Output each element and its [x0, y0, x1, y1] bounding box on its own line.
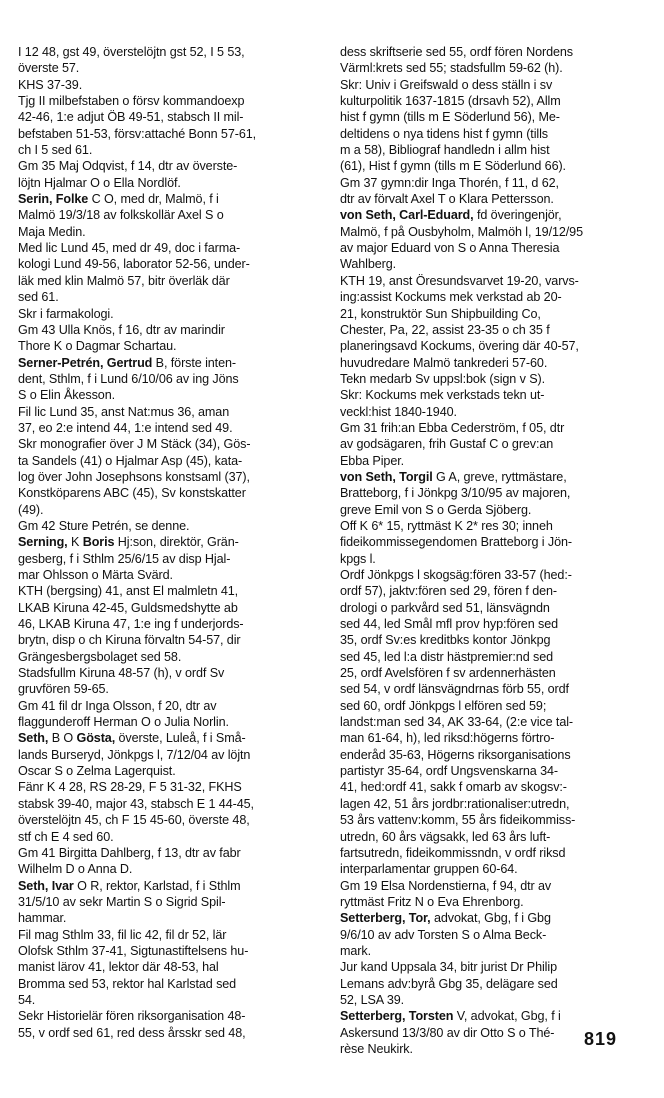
entry-name: Gösta,: [76, 731, 116, 746]
text-line: [18, 730, 320, 746]
entry-text: Fänr K 4 28, RS 28-29, F 5 31-32, FKHS: [18, 780, 242, 795]
text-line: [340, 763, 640, 779]
entry-text: interparlamentar gruppen 60-64.: [340, 862, 518, 877]
entry-name: von Seth, Carl-Eduard,: [340, 208, 474, 223]
text-line: [340, 894, 640, 910]
entry-text: Off K 6* 15, ryttmäst K 2* res 30; inneh: [340, 518, 553, 533]
entry-text: 9/6/10 av adv Torsten S o Alma Beck-: [340, 927, 547, 942]
text-line: [340, 224, 640, 240]
text-line: [340, 878, 640, 894]
text-line: [18, 763, 320, 779]
entry-text: överste, Luleå, f i Små-: [115, 731, 246, 746]
text-line: [18, 338, 320, 354]
entry-text: KHS 37-39.: [18, 77, 83, 92]
text-line: [340, 126, 640, 142]
entry-text: huvudredare Malmö tankrederi 57-60.: [340, 355, 548, 370]
entry-text: (49).: [18, 502, 44, 517]
entry-text: Gm 42 Sture Petrén, se denne.: [18, 518, 190, 533]
entry-text: dess skriftserie sed 55, ordf fören Nordens: [340, 45, 573, 59]
text-line: [340, 730, 640, 746]
entry-text: 52, LSA 39.: [340, 992, 405, 1007]
entry-text: Bratteborg, f i Jönkpg 3/10/95 av majoren,: [340, 486, 571, 501]
text-line: [340, 420, 640, 436]
entry-text: ordf 57), jaktv:fören sed 29, fören f den-: [340, 584, 558, 599]
text-line: [18, 943, 320, 959]
entry-text: Konstköparens ABC (45), Sv konstskatter: [18, 486, 246, 501]
entry-text: ta Sandels (41) o Hjalmar Asp (45), kata-: [18, 453, 243, 468]
text-line: [18, 861, 320, 877]
text-line: [18, 44, 320, 60]
entry-text: Gm 41 fil dr Inga Olsson, f 20, dtr av: [18, 698, 217, 713]
text-line: [18, 567, 320, 583]
entry-text: Gm 19 Elsa Nordenstierna, f 94, dtr av: [340, 878, 552, 893]
entry-text: kologi Lund 49-56, laborator 52-56, under-: [18, 257, 250, 272]
text-line: [18, 175, 320, 191]
entry-text: sed 54, v ordf länsvägndrnas förb 55, ordf: [340, 682, 569, 697]
text-line: [18, 256, 320, 272]
entry-text: mar Ohlsson o Märta Svärd.: [18, 568, 173, 582]
text-line: [340, 976, 640, 992]
text-line: [340, 502, 640, 518]
entry-text: hammar.: [18, 911, 67, 926]
entry-text: Gm 43 Ulla Knös, f 16, dtr av marindir: [18, 322, 225, 337]
text-line: [340, 681, 640, 697]
entry-text: fideikommissegendomen Bratteborg i Jön-: [340, 535, 572, 550]
entry-text: kulturpolitik 1637-1815 (drsavh 52), Allm: [340, 94, 561, 109]
entry-text: Malmö, f på Ousbyholm, Malmöh l, 19/12/95: [340, 224, 583, 239]
text-line: [18, 502, 320, 518]
entry-text: enderåd 35-63, Högerns riksorganisations: [340, 747, 571, 762]
entry-text: sed 45, led l:a distr hästpremier:nd sed: [340, 649, 554, 664]
entry-text: dtr av förvalt Axel T o Klara Pettersson.: [340, 192, 554, 207]
text-line: [340, 256, 640, 272]
entry-text: lands Burseryd, Jönkpgs l, 7/12/04 av löjtn: [18, 747, 251, 762]
text-line: [340, 665, 640, 681]
text-line: [18, 289, 320, 305]
text-line: [18, 649, 320, 665]
text-line: [340, 207, 640, 223]
text-line: [18, 469, 320, 485]
entry-name: Setterberg, Tor,: [340, 911, 431, 926]
entry-text: S o Elin Åkesson.: [18, 388, 116, 403]
text-line: [340, 404, 640, 420]
text-line: [340, 779, 640, 795]
text-line: [18, 60, 320, 76]
text-line: [18, 992, 320, 1008]
entry-text: Hj:son, direktör, Grän-: [114, 535, 239, 550]
entry-text: Jur kand Uppsala 34, bitr jurist Dr Philip: [340, 960, 557, 975]
entry-text: veckl:hist 1840-1940.: [340, 404, 457, 419]
entry-name: Serner-Petrén, Gertrud: [18, 355, 153, 370]
text-line: [340, 927, 640, 943]
text-line: [340, 910, 640, 926]
entry-text: sed 44, led Smål mfl prov hyp:fören sed: [340, 617, 559, 632]
text-line: [340, 632, 640, 648]
entry-text: landst:man sed 34, AK 33-64, (2:e vice tal-: [340, 715, 574, 730]
text-line: [18, 829, 320, 845]
entry-text: 35, ordf Sv:es kreditbks kontor Jönkpg: [340, 633, 551, 648]
entry-text: flaggunderoff Herman O o Julia Norlin.: [18, 715, 229, 730]
entry-text: befstaben 51-53, försv:attaché Bonn 57-61,: [18, 126, 257, 141]
entry-text: fartsutredn, fideikommissndn, v ordf riksd: [340, 845, 566, 860]
entry-text: mark.: [340, 943, 371, 958]
entry-text: fd överingenjör,: [473, 208, 562, 223]
entry-text: sed 61.: [18, 290, 59, 305]
text-line: [18, 976, 320, 992]
text-line: [18, 796, 320, 812]
text-line: [340, 485, 640, 501]
text-line: [340, 796, 640, 812]
entry-text: Tjg II milbefstaben o försv kommandoexp: [18, 94, 245, 109]
entry-text: I 12 48, gst 49, överstelöjtn gst 52, I 5 53,: [18, 45, 245, 59]
text-line: [18, 191, 320, 207]
entry-text: Chester, Pa, 22, assist 23-35 o ch 35 f: [340, 322, 550, 337]
entry-text: hist f gymn (tills m E Söderlund 56), Me-: [340, 110, 560, 125]
text-line: [18, 371, 320, 387]
entry-text: 31/5/10 av sekr Martin S o Sigrid Spil-: [18, 894, 226, 909]
entry-text: Wilhelm D o Anna D.: [18, 862, 133, 877]
entry-text: B O: [48, 731, 77, 746]
text-line: [18, 812, 320, 828]
text-line: [340, 387, 640, 403]
text-line: [18, 959, 320, 975]
text-line: [18, 420, 320, 436]
entry-text: Lemans adv:byrå Gbg 35, delägare sed: [340, 976, 558, 991]
text-line: [18, 158, 320, 174]
text-line: [340, 322, 640, 338]
text-line: [18, 534, 320, 550]
entry-text: Grängesbergsbolaget sed 58.: [18, 649, 182, 664]
entry-text: ch I 5 sed 61.: [18, 143, 93, 158]
entry-text: Skr monografier över J M Stäck (34), Gös-: [18, 437, 251, 452]
entry-text: Sekr Historielär fören riksorganisation 48-: [18, 1009, 246, 1024]
entry-text: gesberg, f i Sthlm 25/6/15 av disp Hjal-: [18, 551, 231, 566]
text-line: [18, 1025, 320, 1041]
text-line: [340, 812, 640, 828]
entry-text: G A, greve, ryttmästare,: [432, 469, 567, 484]
text-line: [340, 109, 640, 125]
text-line: [340, 371, 640, 387]
text-line: [18, 518, 320, 534]
entry-name: Seth, Ivar: [18, 878, 74, 893]
entry-text: Askersund 13/3/80 av dir Otto S o Thé-: [340, 1025, 555, 1040]
text-line: [340, 289, 640, 305]
text-line: [340, 60, 640, 76]
text-line: [18, 551, 320, 567]
entry-text: Tekn medarb Sv uppsl:bok (sign v S).: [340, 371, 545, 386]
entry-text: Wahlberg.: [340, 257, 397, 272]
entry-text: sed 60, ordf Jönkpgs l elfören sed 59;: [340, 698, 547, 713]
text-line: [18, 616, 320, 632]
text-line: [18, 109, 320, 125]
entry-text: Ordf Jönkpgs l skogsäg:fören 33-57 (hed:-: [340, 568, 572, 582]
entry-text: Gm 35 Maj Odqvist, f 14, dtr av överste-: [18, 159, 238, 174]
entry-text: manist lärov 41, lektor där 48-53, hal: [18, 960, 219, 975]
entry-text: kpgs l.: [340, 551, 376, 566]
entry-text: Olofsk Sthlm 37-41, Sigtunastiftelsens hu-: [18, 943, 249, 958]
entry-text: Stadsfullm Kiruna 48-57 (h), v ordf Sv: [18, 666, 225, 681]
entry-text: 21, konstruktör Sun Shipbuilding Co,: [340, 306, 541, 321]
text-line: [18, 273, 320, 289]
text-line: [18, 894, 320, 910]
text-line: [18, 240, 320, 256]
text-line: [340, 600, 640, 616]
text-line: [18, 632, 320, 648]
text-line: [340, 93, 640, 109]
entry-text: partistyr 35-64, ordf Ungsvenskarna 34-: [340, 764, 558, 779]
entry-text: överste 57.: [18, 61, 80, 76]
text-line: [18, 224, 320, 240]
text-line: [340, 191, 640, 207]
entry-text: dent, Sthlm, f i Lund 6/10/06 av ing Jöns: [18, 371, 239, 386]
text-line: [18, 485, 320, 501]
text-line: [340, 992, 640, 1008]
text-line: [18, 927, 320, 943]
entry-text: 46, LKAB Kiruna 47, 1:e ing f underjords-: [18, 617, 244, 632]
entry-text: K: [67, 535, 83, 550]
entry-name: Serin, Folke: [18, 192, 89, 207]
text-line: [18, 77, 320, 93]
entry-text: Med lic Lund 45, med dr 49, doc i farma-: [18, 241, 241, 256]
entry-text: Gm 31 frih:an Ebba Cederström, f 05, dtr: [340, 420, 565, 435]
entry-text: greve Emil von S o Gerda Sjöberg.: [340, 502, 532, 517]
entry-text: Oscar S o Zelma Lagerquist.: [18, 764, 176, 779]
entry-text: 54.: [18, 992, 36, 1007]
text-line: [340, 142, 640, 158]
text-line: [340, 616, 640, 632]
text-line: [18, 583, 320, 599]
entry-text: överstelöjtn 45, ch F 15 45-60, överste 48,: [18, 813, 250, 828]
entry-text: Skr: Univ i Greifswald o dess ställn i sv: [340, 77, 553, 92]
text-line: [18, 1008, 320, 1024]
entry-text: Thore K o Dagmar Schartau.: [18, 339, 177, 354]
text-line: [18, 93, 320, 109]
right-text-column: [340, 44, 640, 1057]
entry-text: (61), Hist f gymn (tills m E Söderlund 66).: [340, 159, 566, 174]
entry-text: brytn, disp o ch Kiruna förvaltn 54-57, dir: [18, 633, 241, 648]
entry-text: Maja Medin.: [18, 224, 86, 239]
text-line: [18, 747, 320, 763]
entry-text: utredn, 60 års vägsakk, led 63 års luft-: [340, 829, 551, 844]
entry-text: Ebba Piper.: [340, 453, 405, 468]
entry-text: Skr: Kockums mek verkstads tekn ut-: [340, 388, 545, 403]
text-line: [18, 600, 320, 616]
entry-name: Seth,: [18, 731, 49, 746]
entry-text: läk med klin Malmö 57, bitr överläk där: [18, 273, 230, 288]
entry-text: 37, eo 2:e intend 44, 1:e intend sed 49.: [18, 420, 233, 435]
entry-text: Fil mag Sthlm 33, fil lic 42, fil dr 52, lär: [18, 927, 227, 942]
text-line: [340, 861, 640, 877]
entry-text: löjtn Hjalmar O o Ella Nordlöf.: [18, 175, 181, 190]
text-line: [18, 126, 320, 142]
entry-text: man 61-64, h), led riksd:högerns förtro-: [340, 731, 555, 746]
text-line: [340, 338, 640, 354]
entry-text: C O, med dr, Malmö, f i: [88, 192, 219, 207]
entry-text: Malmö 19/3/18 av folkskollär Axel S o: [18, 208, 224, 223]
entry-text: Värml:krets sed 55; stadsfullm 59-62 (h).: [340, 61, 563, 76]
text-line: [340, 714, 640, 730]
entry-name: Setterberg, Torsten: [340, 1009, 454, 1024]
entry-text: 53 års vattenv:komm, 55 års fideikommiss-: [340, 813, 576, 828]
text-line: [18, 910, 320, 926]
text-line: [340, 355, 640, 371]
text-line: [18, 355, 320, 371]
entry-text: ryttmäst Fritz N o Eva Ehrenborg.: [340, 894, 524, 909]
entry-text: rèse Neukirk.: [340, 1041, 413, 1056]
text-line: [340, 453, 640, 469]
entry-text: V, advokat, Gbg, f i: [453, 1009, 561, 1024]
text-line: [340, 158, 640, 174]
entry-text: advokat, Gbg, f i Gbg: [430, 911, 551, 926]
text-line: [18, 404, 320, 420]
entry-text: 42-46, 1:e adjut ÖB 49-51, stabsch II mil-: [18, 110, 244, 125]
text-line: [18, 387, 320, 403]
text-line: [18, 142, 320, 158]
text-line: [340, 1008, 640, 1024]
text-line: [340, 649, 640, 665]
text-line: [18, 779, 320, 795]
text-line: [340, 747, 640, 763]
entry-text: lagen 42, 51 års jordbr:rationaliser:utredn,: [340, 796, 570, 811]
entry-text: B, förste inten-: [152, 355, 236, 370]
text-line: [18, 207, 320, 223]
entry-text: LKAB Kiruna 42-45, Guldsmedshytte ab: [18, 600, 238, 615]
entry-text: drologi o parkvård sed 51, länsvägndn: [340, 600, 550, 615]
text-line: [340, 175, 640, 191]
entry-name: Boris: [82, 535, 115, 550]
entry-text: planeringsavd Kockums, övering där 40-57,: [340, 339, 579, 354]
text-line: [340, 845, 640, 861]
text-line: [18, 322, 320, 338]
entry-text: av godsägaren, frih Gustaf C o grev:an: [340, 437, 554, 452]
entry-text: Skr i farmakologi.: [18, 306, 114, 321]
text-line: [18, 845, 320, 861]
entry-name: Serning,: [18, 535, 68, 550]
text-line: [18, 665, 320, 681]
entry-text: av major Eduard von S o Anna Theresia: [340, 241, 560, 256]
text-line: [340, 44, 640, 60]
entry-text: deltidens o nya tidens hist f gymn (tills: [340, 126, 548, 141]
entry-text: KTH 19, anst Öresundsvarvet 19-20, varvs-: [340, 273, 579, 288]
text-line: [340, 551, 640, 567]
text-line: [340, 469, 640, 485]
text-line: [340, 240, 640, 256]
text-line: [340, 518, 640, 534]
text-line: [18, 878, 320, 894]
entry-text: O R, rektor, Karlstad, f i Sthlm: [73, 878, 241, 893]
entry-text: gruvfören 59-65.: [18, 682, 109, 697]
text-line: [18, 714, 320, 730]
text-line: [340, 567, 640, 583]
entry-text: KTH (bergsing) 41, anst El malmletn 41,: [18, 584, 239, 599]
text-line: [340, 436, 640, 452]
text-line: [340, 698, 640, 714]
text-line: [18, 306, 320, 322]
entry-text: Bromma sed 53, rektor hal Karlstad sed: [18, 976, 237, 991]
text-line: [340, 583, 640, 599]
entry-text: 41, hed:ordf 41, sakk f omarb av skogsv:-: [340, 780, 567, 795]
text-line: [340, 77, 640, 93]
entry-text: stabsk 39-40, major 43, stabsch E 1 44-45,: [18, 796, 254, 811]
entry-text: stf ch E 4 sed 60.: [18, 829, 114, 844]
entry-text: 25, ordf Avelsfören f sv ardennerhästen: [340, 666, 556, 681]
text-line: [340, 534, 640, 550]
page-number: 819: [584, 1029, 618, 1049]
text-line: [340, 306, 640, 322]
text-line: [340, 959, 640, 975]
entry-text: Gm 37 gymn:dir Inga Thorén, f 11, d 62,: [340, 175, 559, 190]
entry-text: Gm 41 Birgitta Dahlberg, f 13, dtr av fabr: [18, 845, 241, 860]
text-line: [18, 681, 320, 697]
entry-name: von Seth, Torgil: [340, 469, 433, 484]
entry-text: m a 58), Bibliograf handledn i allm hist: [340, 143, 550, 158]
text-line: [340, 943, 640, 959]
entry-text: Fil lic Lund 35, anst Nat:mus 36, aman: [18, 404, 230, 419]
text-line: [18, 436, 320, 452]
entry-text: 55, v ordf sed 61, red dess årsskr sed 48,: [18, 1025, 246, 1040]
text-line: [340, 273, 640, 289]
left-text-column: [18, 44, 320, 1041]
text-line: [18, 453, 320, 469]
text-line: [340, 829, 640, 845]
text-line: [18, 698, 320, 714]
entry-text: ing:assist Kockums mek verkstad ab 20-: [340, 290, 562, 305]
entry-text: log över John Josephsons konstsaml (37),: [18, 469, 250, 484]
